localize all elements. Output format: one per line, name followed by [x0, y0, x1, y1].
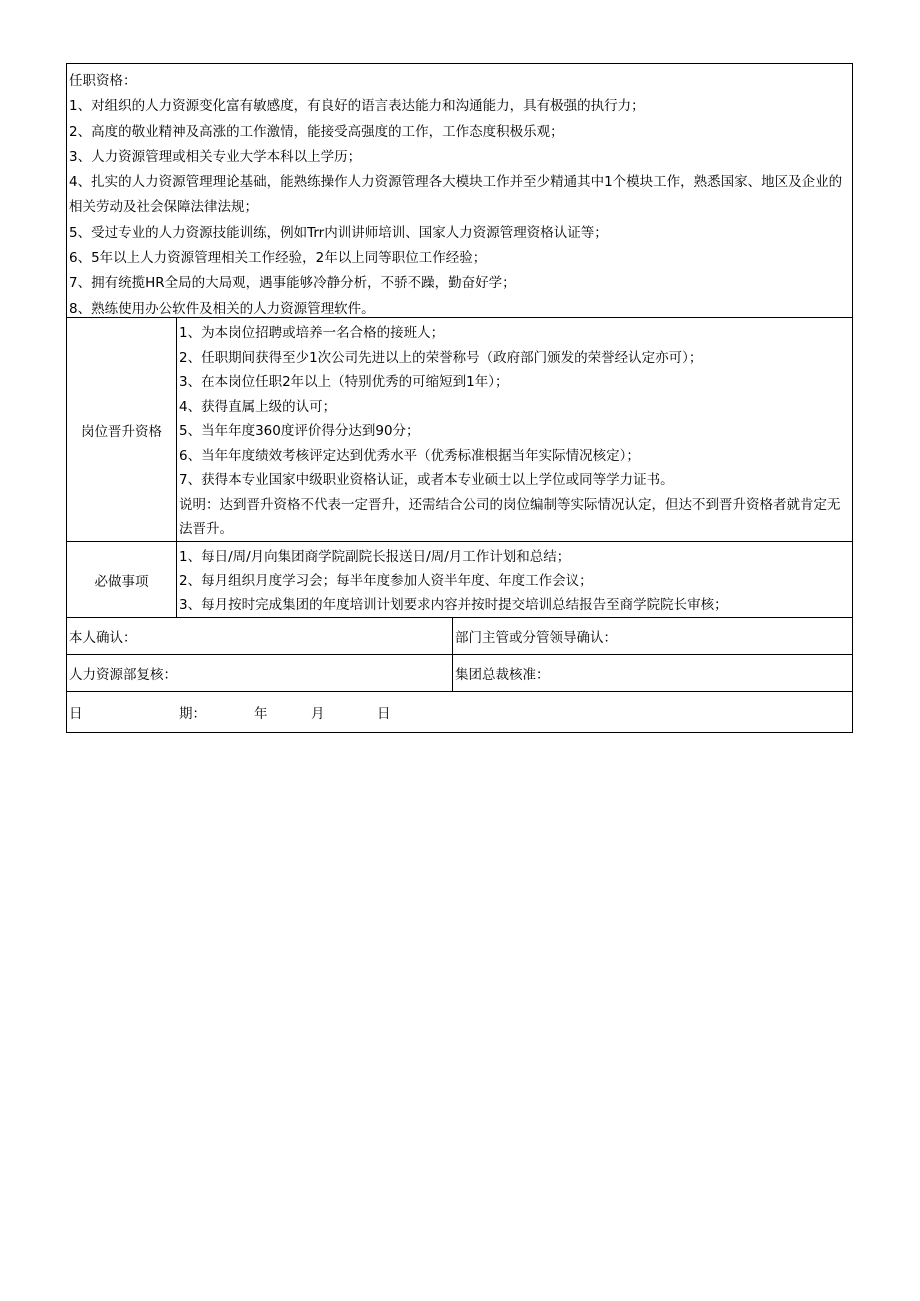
qualification-item: 4、扎实的人力资源管理理论基础，能熟练操作人力资源管理各大模块工作并至少精通其中1个模块工作，熟悉国家、地区及企业的相关劳动及社会保障法律法规； — [69, 174, 843, 216]
required-item: 2、每月组织月度学习会；每半年度参加人资半年度、年度工作会议； — [179, 573, 593, 589]
required-label: 必做事项 — [67, 542, 177, 617]
promotion-section — [67, 318, 852, 542]
date-row — [67, 692, 852, 732]
confirm-row — [67, 618, 852, 655]
required-content — [177, 542, 852, 617]
promotion-item: 2、任职期间获得至少1次公司先进以上的荣誉称号（政府部门颁发的荣誉经认定亦可）； — [179, 349, 703, 366]
qualification-item: 6、5年以上人力资源管理相关工作经验，2年以上同等职位工作经验； — [69, 250, 487, 267]
qualification-item: 7、拥有统揽HR全局的大局观，遇事能够冷静分析，不骄不躁，勤奋好学； — [69, 275, 516, 292]
promotion-item: 3、在本岗位任职2年以上（特别优秀的可缩短到1年）； — [179, 374, 509, 390]
promotion-item: 4、获得直属上级的认可； — [179, 398, 337, 415]
ceo-approve-field[interactable] — [453, 655, 852, 691]
qualification-item: 5、受过专业的人力资源技能训练，例如Trr内训讲师培训、国家人力资源管理资格认证等； — [69, 224, 608, 241]
qualification-item: 2、高度的敬业精神及高涨的工作激情，能接受高强度的工作，工作态度积极乐观； — [69, 123, 564, 140]
promotion-note: 说明：达到晋升资格不代表一定晋升，还需结合公司的岗位编制等实际情况认定，但达不到晋升资格者就肯定无法晋升。 — [179, 496, 841, 537]
required-item: 1、每日/周/月向集团商学院副院长报送日/周/月工作计划和总结； — [179, 549, 571, 565]
ceo-approve-label: 集团总裁核准： — [455, 667, 550, 683]
hr-review-label: 人力资源部复核： — [69, 667, 177, 683]
self-confirm-label: 本人确认： — [69, 630, 137, 646]
qualifications-section — [67, 64, 852, 318]
qualification-item: 1、对组织的人力资源变化富有敏感度，有良好的语言表达能力和沟通能力，具有极强的执行力； — [69, 98, 645, 115]
hr-review-field[interactable] — [67, 655, 453, 691]
required-section — [67, 542, 852, 618]
date-month-label: 月 — [311, 706, 325, 722]
date-day-label: 日 — [377, 706, 391, 722]
dept-confirm-field[interactable] — [453, 618, 852, 654]
promotion-content — [177, 318, 852, 541]
qualifications-title: 任职资格： — [69, 73, 137, 89]
promotion-item: 1、为本岗位招聘或培养一名合格的接班人； — [179, 325, 445, 341]
qualification-item: 8、熟练使用办公软件及相关的人力资源管理软件。 — [69, 300, 375, 317]
review-row — [67, 655, 852, 692]
promotion-item: 5、当年年度360度评价得分达到90分； — [179, 423, 420, 439]
self-confirm-field[interactable] — [67, 618, 453, 654]
qualification-item: 3、人力资源管理或相关专业大学本科以上学历； — [69, 148, 362, 165]
promotion-item: 6、当年年度绩效考核评定达到优秀水平（优秀标准根据当年实际情况核定）； — [179, 447, 640, 464]
job-description-table — [66, 63, 853, 733]
date-year-label: 年 — [254, 706, 268, 722]
date-field[interactable] — [67, 692, 852, 732]
date-label-ri: 日 — [69, 706, 83, 722]
promotion-label: 岗位晋升资格 — [67, 318, 177, 541]
required-item: 3、每月按时完成集团的年度培训计划要求内容并按时提交培训总结报告至商学院院长审核； — [179, 597, 728, 613]
promotion-item: 7、获得本专业国家中级职业资格认证，或者本专业硕士以上学位或同等学力证书。 — [179, 472, 674, 488]
dept-confirm-label: 部门主管或分管领导确认： — [455, 630, 617, 646]
date-label-qi: 期： — [179, 706, 206, 722]
